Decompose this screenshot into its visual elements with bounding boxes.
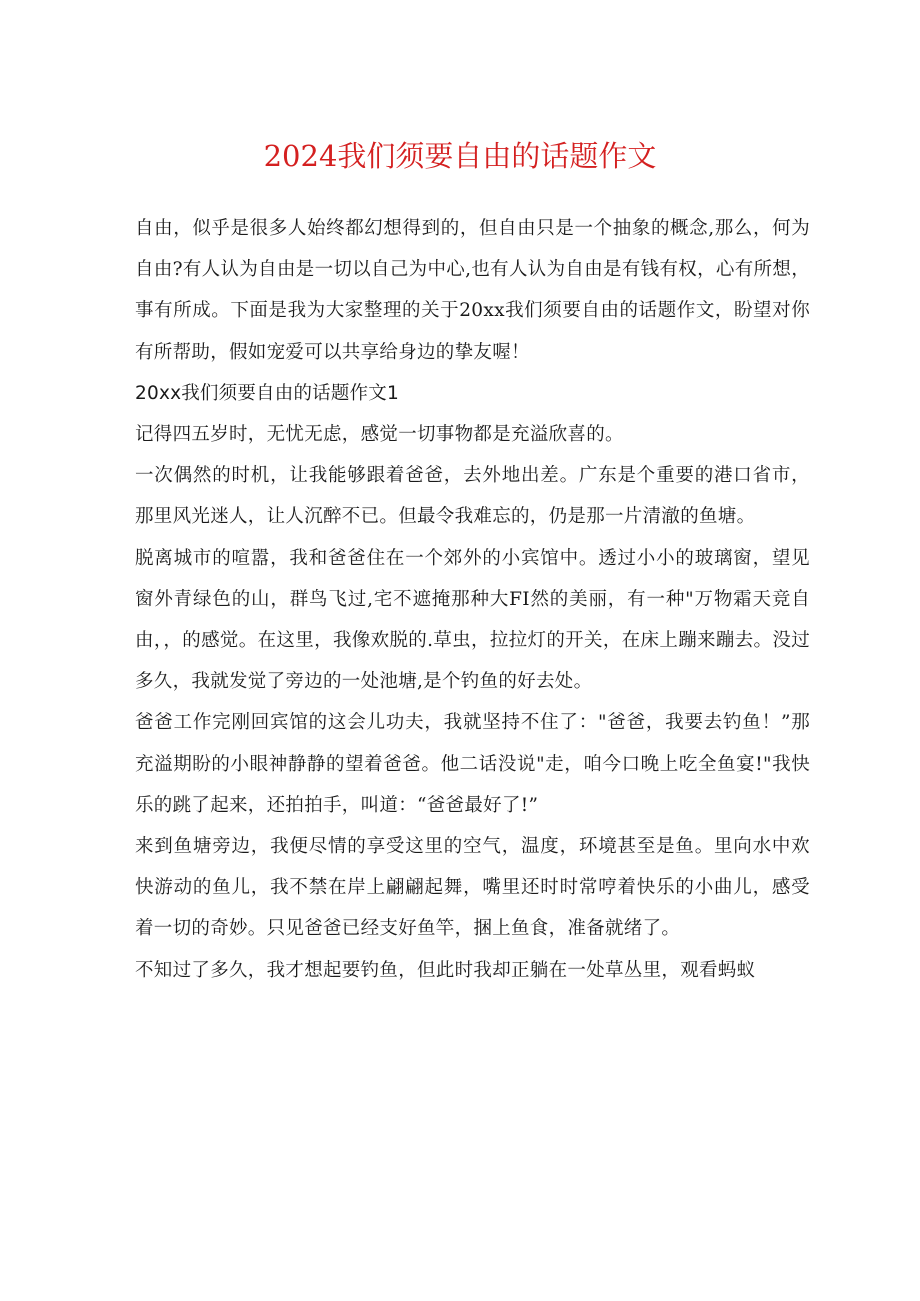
body-paragraph: 不知过了多久，我才想起要钓鱼，但此时我却正躺在一处草丛里，观看蚂蚁: [135, 959, 756, 981]
intro-paragraph: 自由，似乎是很多人始终都幻想得到的，但自由只是一个抽象的概念,那么，何为自由?有人认为自由是一切以自己为中心,也有人认为自由是有钱有权，心有所想，事有所成。下面是我为大家整理的关于20xx我们须要自由的话题作文，盼望对你有所帮助，假如宠爱可以共享给身边的挚友喔！: [135, 218, 810, 363]
body-paragraph: 记得四五岁时，无忧无虑，感觉一切事物都是充溢欣喜的。: [135, 424, 624, 446]
body-paragraph: 一次偶然的时机，让我能够跟着爸爸，去外地出差。广东是个重要的港口省市，那里风光迷人，让人沉醉不已。但最令我难忘的，仍是那一片清澈的鱼塘。: [135, 465, 810, 528]
document-title: 2024我们须要自由的话题作文: [263, 139, 657, 173]
body-paragraph: 爸爸工作完刚回宾馆的这会儿功夫，我就坚持不住了："爸爸，我要去钓鱼！”那充溢期盼的小眼神静静的望着爸爸。他二话没说"走，咱今口晚上吃全鱼宴!"我快乐的跳了起来，还拍拍手，叫道：“爸爸最好了!”: [135, 712, 810, 816]
section-heading: 20xx我们须要自由的话题作文1: [135, 382, 399, 404]
body-paragraph: 脱离城市的喧嚣，我和爸爸住在一个郊外的小宾馆中。透过小小的玻璃窗，望见窗外青绿色的山，群鸟飞过,宅不遮掩那种大FI然的美丽，有一种"万物霜天竞自由，，的感觉。在这里，我像欢脱的.草虫，拉拉灯的开关，在床上蹦来蹦去。没过多久，我就发觉了旁边的一处池塘,是个钓鱼的好去处。: [135, 547, 810, 693]
document-body: [135, 208, 810, 991]
body-paragraph: 来到鱼塘旁边，我便尽情的享受这里的空气，温度，环境甚至是鱼。里向水中欢快游动的鱼儿，我不禁在岸上翩翩起舞，嘴里还时时常哼着快乐的小曲儿，感受着一切的奇妙。只见爸爸已经支好鱼竿，捆上鱼食，准备就绪了。: [135, 836, 810, 940]
